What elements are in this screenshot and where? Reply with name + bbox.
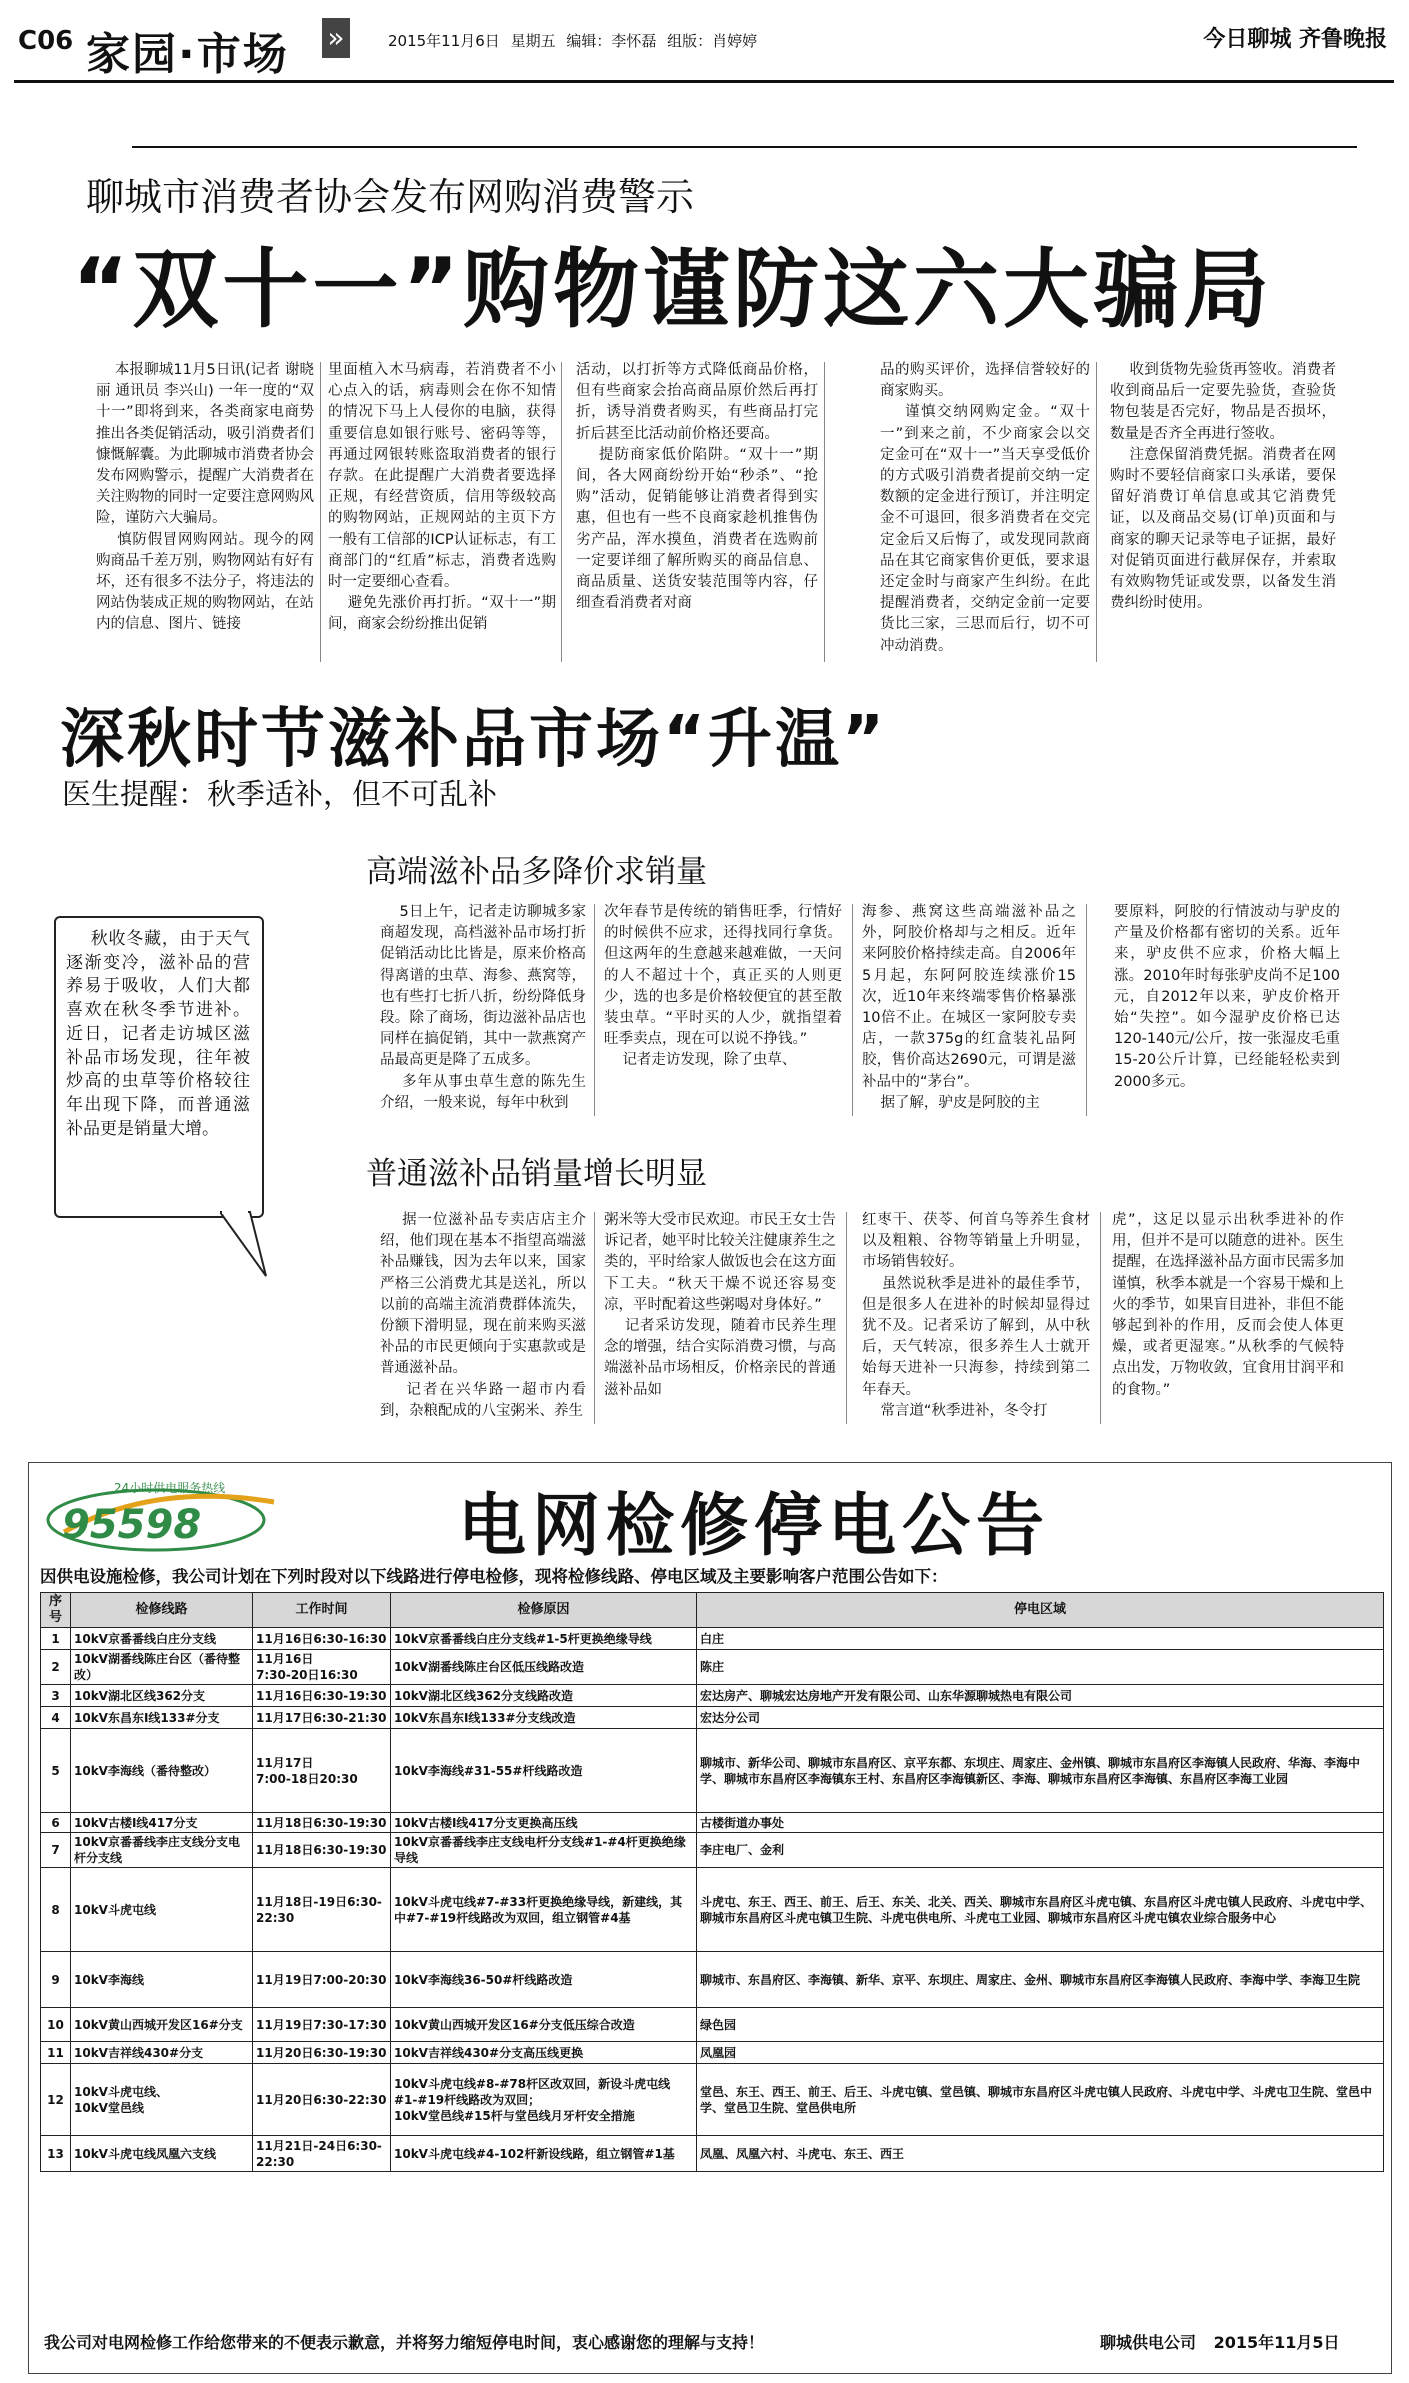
column-rule [852, 904, 853, 1116]
table-cell: 2 [41, 1650, 71, 1685]
table-cell: 10kV李海线 [71, 1952, 253, 2008]
column-rule [1100, 1212, 1101, 1424]
table-cell: 10kV黄山西城开发区16#分支低压综合改造 [391, 2008, 697, 2042]
table-cell: 10kV李海线36-50#杆线路改造 [391, 1952, 697, 2008]
table-cell: 10kV李海线#31-55#杆线路改造 [391, 1729, 697, 1813]
table-cell: 10kV京番番线李庄支线电杆分支线#1-#4杆更换绝缘导线 [391, 1833, 697, 1868]
column-rule [594, 904, 595, 1116]
table-cell: 6 [41, 1813, 71, 1833]
table-cell: 11月19日7:00-20:30 [253, 1952, 391, 2008]
article2-column: 次年春节是传统的销售旺季，行情好的时候供不应求，还得找同行拿货。但这两年的生意越来越难做，一天问的人不超过十个，真正买的人则更少，选的也多是价格较便宜的甚至散装虫草。“平时买的人少，就指望着旺季卖点，现在可以说不挣钱。” 记者走访发现，除了虫草、 [604, 904, 842, 1069]
section-heading: 普通滋补品销量增长明显 [366, 1156, 707, 1192]
table-cell: 11月20日6:30-22:30 [253, 2064, 391, 2136]
table-row [41, 1685, 1384, 1707]
masthead-right: 今日聊城 齐鲁晚报 [1203, 27, 1387, 52]
table-cell: 10kV湖番线陈庄台区低压线路改造 [391, 1650, 697, 1685]
table-cell: 10kV黄山西城开发区16#分支 [71, 2008, 253, 2042]
table-row [41, 1628, 1384, 1650]
article1-column: 品的购买评价，选择信誉较好的商家购买。 谨慎交纳网购定金。“双十一”到来之前，不少商家会以交定金可在“双十一”当天享受低价的方式吸引消费者提前交纳一定数额的定金进行预订，并注明定金不可退回，很多消费者在交完定金后又后悔了，或发现同款商品在其它商家售价更低，要求退还定金时与商家产生纠纷。在此提醒消费者，交纳定金前一定要货比三家，三思而后行，切不可冲动消费。 [880, 362, 1090, 654]
table-cell: 古楼街道办事处 [697, 1813, 1384, 1833]
article2-column: 虎”，这足以显示出秋季进补的作用，但并不是可以随意的进补。医生提醒，在选择滋补品方面市民需多加谨慎，秋季本就是一个容易干燥和上火的季节，如果盲目进补，非但不能够起到补的作用，反而会使人体更燥，或者更湿寒。”从秋季的气候特点出发，万物收敛，宜食用甘润平和的食物。” [1112, 1212, 1344, 1398]
column-header: 检修线路 [71, 1593, 253, 1628]
table-cell: 聊城市、东昌府区、李海镇、新华、京平、东坝庄、周家庄、金州、聊城市东昌府区李海镇人民政府、李海中学、李海卫生院 [697, 1952, 1384, 2008]
table-cell: 绿色园 [697, 2008, 1384, 2042]
table-cell: 宏达分公司 [697, 1707, 1384, 1729]
table-cell: 10 [41, 2008, 71, 2042]
speech-bubble-tail [220, 1210, 270, 1280]
table-cell: 10kV京番番线白庄分支线 [71, 1628, 253, 1650]
column-rule [1086, 904, 1087, 1116]
column-rule [824, 362, 825, 662]
notice-title: 电网检修停电公告 [458, 1487, 1051, 1566]
table-cell: 凤凰、凤凰六村、斗虎屯、东王、西王 [697, 2136, 1384, 2172]
table-cell: 11月16日6:30-19:30 [253, 1685, 391, 1707]
table-cell: 11月18日6:30-19:30 [253, 1833, 391, 1868]
table-row [41, 1707, 1384, 1729]
column-header: 停电区域 [697, 1593, 1384, 1628]
table-cell: 10kV斗虎屯线凤凰六支线 [71, 2136, 253, 2172]
table-cell: 10kV古楼Ⅰ线417分支更换高压线 [391, 1813, 697, 1833]
article2-subhead: 医生提醒：秋季适补，但不可乱补 [62, 777, 498, 811]
table-cell: 10kV李海线（番待整改） [71, 1729, 253, 1813]
table-cell: 10kV湖北区线362分支线路改造 [391, 1685, 697, 1707]
table-row [41, 2136, 1384, 2172]
table-cell: 宏达房产、聊城宏达房地产开发有限公司、山东华源聊城热电有限公司 [697, 1685, 1384, 1707]
table-cell: 斗虎屯、东王、西王、前王、后王、东关、北关、西关、聊城市东昌府区斗虎屯镇、东昌府区斗虎屯镇人民政府、斗虎屯中学、聊城市东昌府区斗虎屯镇卫生院、斗虎屯供电所、斗虎屯工业园、聊城市东昌府区斗虎屯镇农业综合服务中心 [697, 1868, 1384, 1952]
table-cell: 堂邑、东王、西王、前王、后王、斗虎屯镇、堂邑镇、聊城市东昌府区斗虎屯镇人民政府、斗虎屯中学、斗虎屯卫生院、堂邑中学、堂邑卫生院、堂邑供电所 [697, 2064, 1384, 2136]
column-header: 序号 [41, 1593, 71, 1628]
article2-column: 海参、燕窝这些高端滋补品之外，阿胶价格却与之相反。近年来阿胶价格持续走高。自2006年5月起，东阿阿胶连续涨价15次，近10年来终端零售价格暴涨10倍不止。在城区一家阿胶专卖店，一款375g的红盒装礼品阿胶，售价高达2690元，可谓是滋补品中的“茅台”。 据了解，驴皮是阿胶的主 [862, 904, 1076, 1111]
column-header: 工作时间 [253, 1593, 391, 1628]
table-cell: 1 [41, 1628, 71, 1650]
table-cell: 10kV京番番线白庄分支线#1-5杆更换绝缘导线 [391, 1628, 697, 1650]
header-divider [14, 80, 1394, 83]
article2-column: 粥米等大受市民欢迎。市民王女士告诉记者，她平时比较关注健康养生之类的，平时给家人做饭也会在这方面下工夫。“秋天干燥不说还容易变凉，平时配着这些粥喝对身体好。” 记者采访发现，随着市民养生理念的增强，结合实际消费习惯，与高端滋补品市场相反，价格亲民的普通滋补品如 [604, 1212, 836, 1398]
table-cell: 11月17日 7:00-18日20:30 [253, 1729, 391, 1813]
table-cell: 10kV京番番线李庄支线分支电杆分支线 [71, 1833, 253, 1868]
table-cell: 11 [41, 2042, 71, 2064]
table-cell: 5 [41, 1729, 71, 1813]
table-row [41, 1650, 1384, 1685]
article2-column: 据一位滋补品专卖店店主介绍，他们现在基本不指望高端滋补品赚钱，因为去年以来，国家严格三公消费尤其是送礼，所以以前的高端主流消费群体流失，份额下滑明显，现在前来购买滋补品的市民更倾向于实惠款或是普通滋补品。 记者在兴华路一超市内看到，杂粮配成的八宝粥米、养生 [380, 1212, 587, 1419]
table-cell: 11月18日6:30-19:30 [253, 1813, 391, 1833]
table-cell: 聊城市、新华公司、聊城市东昌府区、京平东都、东坝庄、周家庄、金州镇、聊城市东昌府区李海镇人民政府、华海、李海中学、聊城市东昌府区李海镇东王村、东昌府区李海镇新区、李海、聊城市东昌府区李海镇、东昌府区李海工业园 [697, 1729, 1384, 1813]
table-cell: 11月16日6:30-16:30 [253, 1628, 391, 1650]
table-row [41, 2008, 1384, 2042]
hotline-caption: 24小时供电服务热线 [114, 1481, 226, 1495]
table-cell: 10kV斗虎屯线、 10kV堂邑线 [71, 2064, 253, 2136]
table-cell: 7 [41, 1833, 71, 1868]
article1-column: 收到货物先验货再签收。消费者收到商品后一定要先验货，查验货物包装是否完好，物品是否损坏，数量是否齐全再进行签收。 注意保留消费凭据。消费者在网购时不要轻信商家口头承诺，要保留好消费订单信息或其它消费凭证，以及商品交易(订单)页面和与商家的聊天记录等电子证据，最好对促销页面进行截屏保存，并索取有效购物凭证或发票，以备发生消费纠纷时使用。 [1110, 362, 1337, 612]
column-rule [846, 1212, 847, 1424]
table-row [41, 1813, 1384, 1833]
table-cell: 11月16日 7:30-20日16:30 [253, 1650, 391, 1685]
table-cell: 10kV吉祥线430#分支高压线更换 [391, 2042, 697, 2064]
article1-column: 里面植入木马病毒，若消费者不小心点入的话，病毒则会在你不知情的情况下马上人侵你的电脑，获得重要信息如银行账号、密码等等，再通过网银转账盗取消费者的银行存款。在此提醒广大消费者要选择正规，有经营资质，信用等级较高的购物网站，正规网站的主页下方一般有工信部的ICP认证标志，有工商部门的“红盾”标志，消费者选购时一定要细心查看。 避免先涨价再打折。“双十一”期间，商家会纷纷推出促销 [328, 362, 556, 633]
table-cell: 10kV湖番线陈庄台区（番待整改） [71, 1650, 253, 1685]
hotline-logo [44, 1472, 324, 1554]
table-cell: 10kV东昌东Ⅰ线133#分支 [71, 1707, 253, 1729]
table-cell: 11月21日-24日6:30- 22:30 [253, 2136, 391, 2172]
table-cell: 10kV湖北区线362分支 [71, 1685, 253, 1707]
notice-intro: 因供电设施检修，我公司计划在下列时段对以下线路进行停电检修，现将检修线路、停电区域及主要影响客户范围公告如下： [40, 1567, 948, 1586]
column-rule [320, 362, 321, 662]
table-cell: 陈庄 [697, 1650, 1384, 1685]
table-cell: 11月17日6:30-21:30 [253, 1707, 391, 1729]
table-cell: 4 [41, 1707, 71, 1729]
table-cell: 11月20日6:30-19:30 [253, 2042, 391, 2064]
table-cell: 10kV斗虎屯线#8-#78杆区改双回，新设斗虎屯线#1-#19杆线路改为双回； 10kV堂邑线#15杆与堂邑线月牙杆安全措施 [391, 2064, 697, 2136]
table-header-row [41, 1593, 1384, 1628]
article1-column: 活动，以打折等方式降低商品价格，但有些商家会抬高商品原价然后再打折，诱导消费者购买，有些商品打完折后甚至比活动前价格还要高。 提防商家低价陷阱。“双十一”期间，各大网商纷纷开始“秒杀”、“抢购”活动，促销能够让消费者得到实惠，但也有一些不良商家趁机推售伪劣产品，浑水摸鱼，消费者在选购前一定要详细了解所购买的商品信息、商品质量、送货安装范围等内容，仔细查看消费者对商 [576, 362, 818, 612]
table-row [41, 2042, 1384, 2064]
column-rule [1096, 362, 1097, 662]
table-cell: 11月19日7:30-17:30 [253, 2008, 391, 2042]
article2-column: 要原料，阿胶的行情波动与驴皮的产量及价格都有密切的关系。近年来，驴皮供不应求，价格大幅上涨。2010年时每张驴皮尚不足100元，自2012年以来，驴皮价格开始“失控”。如今湿驴皮价格已达120-140元/公斤，按一张湿皮毛重15-20公斤计算，已经能轻松卖到2000多元。 [1114, 904, 1340, 1090]
table-cell: 白庄 [697, 1628, 1384, 1650]
table-row [41, 1833, 1384, 1868]
double-arrow-icon: » [322, 18, 350, 58]
table-cell: 10kV斗虎屯线#7-#33杆更换绝缘导线，新建线，其中#7-#19杆线路改为双回，组立钢管#4基 [391, 1868, 697, 1952]
column-header: 检修原因 [391, 1593, 697, 1628]
notice-footer: 我公司对电网检修工作给您带来的不便表示歉意，并将努力缩短停电时间，衷心感谢您的理解与支持！ [44, 2333, 765, 2352]
outage-table [40, 1592, 1384, 2172]
table-cell: 10kV东昌东Ⅰ线133#分支线改造 [391, 1707, 697, 1729]
article1-column: 本报聊城11月5日讯(记者 谢晓丽 通讯员 李兴山) 一年一度的“双十一”即将到来，各类商家电商势推出各类促销活动，吸引消费者们慷慨解囊。为此聊城市消费者协会发布网购警示，提醒广大消费者在关注购物的同时一定要注意网购风险，谨防六大骗局。 慎防假冒网购网站。现今的网购商品千差万别，购物网站有好有坏，还有很多不法分子，将违法的网站伪装成正规的购物网站，在站内的信息、图片、链接 [96, 362, 314, 633]
article2-column: 5日上午，记者走访聊城多家商超发现，高档滋补品市场打折促销活动比比皆是，原来价格高得离谱的虫草、海参、燕窝等，也有些打七折八折，纷纷降低身段。除了商场，街边滋补品店也同样在搞促销，其中一款燕窝产品最高更是降了五成多。 多年从事虫草生意的陈先生介绍，一般来说，每年中秋到 [380, 904, 587, 1111]
table-cell: 12 [41, 2064, 71, 2136]
table-cell: 李庄电厂、金利 [697, 1833, 1384, 1868]
table-cell: 10kV斗虎屯线 [71, 1868, 253, 1952]
table-row [41, 1868, 1384, 1952]
notice-signature: 聊城供电公司 2015年11月5日 [1100, 2333, 1340, 2352]
table-row [41, 1729, 1384, 1813]
summary-text: 秋收冬藏，由于天气逐渐变冷，滋补品的营养易于吸收，人们大都喜欢在秋冬季节进补。近日，记者走访城区滋补品市场发现，往年被炒高的虫草等价格较往年出现下降，而普通滋补品更是销量大增。 [66, 929, 250, 1139]
article1-subhead: 聊城市消费者协会发布网购消费警示 [86, 175, 695, 219]
table-cell: 13 [41, 2136, 71, 2172]
table-cell: 9 [41, 1952, 71, 2008]
table-row [41, 2064, 1384, 2136]
issue-meta: 2015年11月6日 星期五 编辑：李怀磊 组版：肖婷婷 [388, 32, 758, 50]
table-cell: 10kV斗虎屯线#4-102杆新设线路，组立钢管#1基 [391, 2136, 697, 2172]
article2-headline: 深秋时节滋补品市场“升温” [60, 703, 888, 777]
table-row [41, 1952, 1384, 2008]
hotline-number: 95598 [62, 1502, 202, 1548]
table-cell: 3 [41, 1685, 71, 1707]
section-heading: 高端滋补品多降价求销量 [366, 854, 707, 890]
page-number: C06 [18, 26, 74, 56]
column-rule [561, 362, 562, 662]
article1-headline: “双十一”购物谨防这六大骗局 [72, 240, 1274, 340]
table-cell: 10kV吉祥线430#分支 [71, 2042, 253, 2064]
table-cell: 凤凰园 [697, 2042, 1384, 2064]
section-title: 家园·市场 [86, 29, 289, 80]
column-rule [594, 1212, 595, 1424]
table-cell: 8 [41, 1868, 71, 1952]
table-cell: 11月18日-19日6:30- 22:30 [253, 1868, 391, 1952]
article2-column: 红枣干、茯苓、何首乌等养生食材以及粗粮、谷物等销量上升明显，市场销售较好。 虽然说秋季是进补的最佳季节，但是很多人在进补的时候却显得过犹不及。记者采访了解到，从中秋后，天气转凉，很多养生人士就开始每天进补一只海参，持续到第二年春天。 常言道“秋季进补，冬令打 [862, 1212, 1091, 1419]
table-cell: 10kV古楼Ⅰ线417分支 [71, 1813, 253, 1833]
article-divider [132, 146, 1357, 148]
